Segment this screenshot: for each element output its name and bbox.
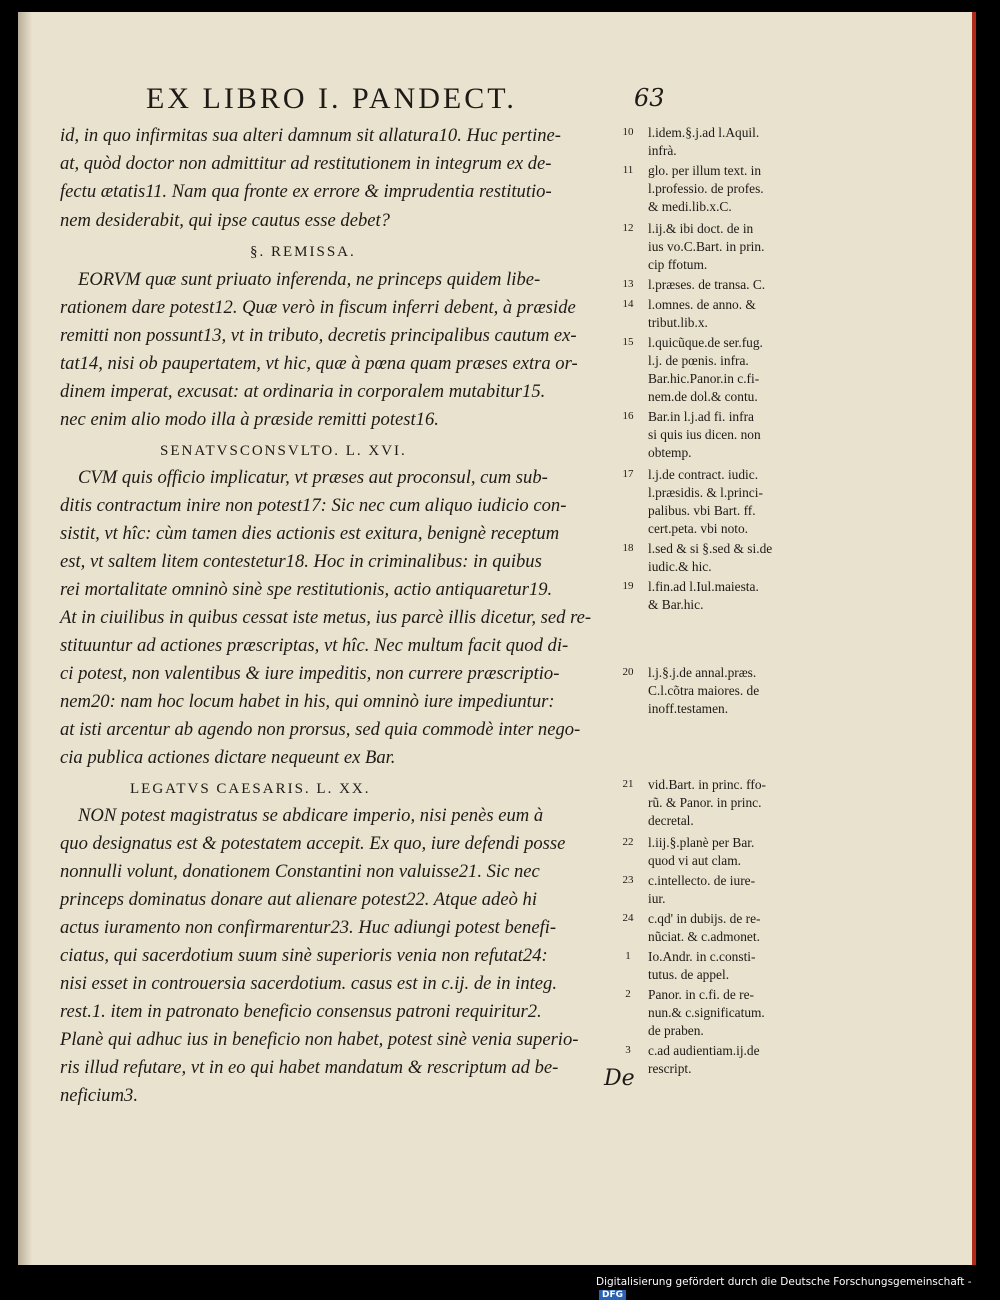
note-number: 16 xyxy=(622,410,634,422)
running-title: EX LIBRO I. PANDECT. xyxy=(146,82,517,115)
note-text: l.præsidis. & l.princi- xyxy=(648,485,763,500)
note-text: l.quicũque.de ser.fug. xyxy=(648,335,763,350)
text-line: tat14, nisi ob paupertatem, vt hic, quæ à pœna quam præses extra or- xyxy=(60,353,578,374)
note-text: c.qd' in dubijs. de re- xyxy=(648,911,761,926)
note-text: nem.de dol.& contu. xyxy=(648,389,758,404)
note-text: l.j.§.j.de annal.præs. xyxy=(648,665,757,680)
text-line: fectu ætatis11. Nam qua fronte ex errore & imprudentia restitutio- xyxy=(60,181,552,202)
text-line: dinem imperat, excusat: at ordinaria in corporalem mutabitur15. xyxy=(60,381,546,402)
note-text: iudic.& hic. xyxy=(648,559,712,574)
note-text: & medi.lib.x.C. xyxy=(648,199,732,214)
text-line: EORVM quæ sunt priuato inferenda, ne princeps quidem libe- xyxy=(78,269,541,290)
note-number: 2 xyxy=(625,988,631,1000)
text-line: stituuntur ad actiones præscriptas, vt hîc. Nec multum facit quod di- xyxy=(60,635,569,656)
note-text: decretal. xyxy=(648,813,694,828)
text-line: nisi esset in controuersia sacerdotium. casus est in c.ij. de in integ. xyxy=(60,973,557,994)
text-line: at isti arcentur ab agendo non prorsus, sed quia commodè inter nego- xyxy=(60,719,581,740)
note-text: Bar.in l.j.ad fi. infra xyxy=(648,409,754,424)
note-text: glo. per illum text. in xyxy=(648,163,762,178)
note-text: Io.Andr. in c.consti- xyxy=(648,949,756,964)
note-number: 3 xyxy=(625,1044,631,1056)
note-number: 13 xyxy=(622,278,634,290)
section-heading: LEGATVS CAESARIS. L. XX. xyxy=(130,781,371,797)
note-text: l.omnes. de anno. & xyxy=(648,297,756,312)
note-text: vid.Bart. in princ. ffo- xyxy=(648,777,767,792)
text-line: Planè qui adhuc ius in beneficio non habet, potest sinè venia superio- xyxy=(60,1029,579,1050)
note-text: c.ad audientiam.ij.de xyxy=(648,1043,760,1058)
note-text: l.præses. de transa. C. xyxy=(648,277,766,292)
text-line: nem20: nam hoc locum habet in his, qui omninò iure impediuntur: xyxy=(60,691,555,712)
note-number: 17 xyxy=(622,468,634,480)
note-number: 10 xyxy=(622,126,634,138)
note-text: l.iij.§.planè per Bar. xyxy=(648,835,755,850)
note-text: Panor. in c.fi. de re- xyxy=(648,987,754,1002)
note-text: rescript. xyxy=(648,1061,692,1076)
note-text: cip ffotum. xyxy=(648,257,708,272)
note-number: 19 xyxy=(622,580,634,592)
note-text: tribut.lib.x. xyxy=(648,315,708,330)
text-line: ris illud refutare, vt in eo qui habet mandatum & rescriptum ad be- xyxy=(60,1057,559,1078)
note-text: c.intellecto. de iure- xyxy=(648,873,756,888)
note-text: l.j.de contract. iudic. xyxy=(648,467,759,482)
note-number: 14 xyxy=(622,298,634,310)
text-line: CVM quis officio implicatur, vt præses aut proconsul, cum sub- xyxy=(78,467,548,488)
text-line: quo designatus est & potestatem accepit. Ex quo, iure defendi posse xyxy=(60,833,566,854)
text-line: At in ciuilibus in quibus cessat iste metus, ius parcè illis dicetur, sed re- xyxy=(60,607,592,628)
text-line: cia publica actiones dictare nequeunt ex Bar. xyxy=(60,747,396,768)
note-number: 11 xyxy=(622,164,634,176)
text-line: nonnulli volunt, donationem Constantini non valuisse21. Sic nec xyxy=(60,861,540,882)
note-text: iur. xyxy=(648,891,666,906)
text-line: rest.1. item in patronato beneficio consensus patroni requiritur2. xyxy=(60,1001,542,1022)
note-text: nũciat. & c.admonet. xyxy=(648,929,760,944)
text-line: ci potest, non valentibus & iure impeditis, non currere præscriptio- xyxy=(60,663,560,684)
note-text: tutus. de appel. xyxy=(648,967,730,982)
note-text: quod vi aut clam. xyxy=(648,853,741,868)
folio-number: 63 xyxy=(634,84,665,112)
note-text: rũ. & Panor. in princ. xyxy=(648,795,762,810)
text-line: rei mortalitate omninò sinè spe restitutionis, actio antiquaretur19. xyxy=(60,579,553,600)
note-text: l.professio. de profes. xyxy=(648,181,764,196)
note-text: infrà. xyxy=(648,143,677,158)
section-heading: §. REMISSA. xyxy=(250,244,356,260)
text-line: ditis contractum inire non potest17: Sic nec cum aliquo iudicio con- xyxy=(60,495,567,516)
text-line: rationem dare potest12. Quæ verò in fiscum inferri debent, à præside xyxy=(60,297,576,318)
text-line: princeps dominatus donare aut alienare potest22. Atque adeò hi xyxy=(60,889,538,910)
text-line: est, vt saltem litem contestetur18. Hoc in criminalibus: in quibus xyxy=(60,551,542,572)
note-number: 24 xyxy=(622,912,634,924)
note-text: l.fin.ad l.Iul.maiesta. xyxy=(648,579,759,594)
section-heading: SENATVSCONSVLTO. L. XVI. xyxy=(160,443,407,459)
text-line: at, quòd doctor non admittitur ad restitutionem in integrum ex de- xyxy=(60,153,552,174)
note-text: l.idem.§.j.ad l.Aquil. xyxy=(648,125,760,140)
note-text: obtemp. xyxy=(648,445,692,460)
note-text: l.ij.& ibi doct. de in xyxy=(648,221,754,236)
text-line: nem desiderabit, qui ipse cautus esse debet? xyxy=(60,210,390,231)
note-text: nun.& c.significatum. xyxy=(648,1005,765,1020)
note-text: Bar.hic.Panor.in c.fi- xyxy=(648,371,760,386)
note-text: inoff.testamen. xyxy=(648,701,729,716)
note-number: 23 xyxy=(622,874,634,886)
credit-text: Digitalisierung gefördert durch die Deutsche Forschungsgemeinschaft - xyxy=(596,1276,972,1288)
text-line: nec enim alio modo illa à præside remitti potest16. xyxy=(60,409,439,430)
text-line: NON potest magistratus se abdicare imperio, nisi penès eum à xyxy=(78,805,544,826)
catchword: De xyxy=(604,1066,635,1091)
text-line: ciatus, qui sacerdotium suum sinè superioris venia non refutat24: xyxy=(60,945,548,966)
text-line: remitti non possunt13, vt in tributo, decretis principalibus cautum ex- xyxy=(60,325,577,346)
note-text: de praben. xyxy=(648,1023,704,1038)
note-text: l.sed & si §.sed & si.de xyxy=(648,541,773,556)
book-page xyxy=(18,12,976,1265)
dfg-logo: DFG xyxy=(599,1290,626,1300)
text-line: sistit, vt hîc: cùm tamen dies actionis est exitura, benignè receptum xyxy=(60,523,560,544)
text-line: id, in quo infirmitas sua alteri damnum sit allatura10. Huc pertine- xyxy=(60,125,561,146)
note-number: 15 xyxy=(622,336,634,348)
note-text: cert.peta. vbi noto. xyxy=(648,521,749,536)
note-text: palibus. vbi Bart. ff. xyxy=(648,503,756,518)
note-number: 1 xyxy=(625,950,631,962)
digitization-credit xyxy=(596,1276,1000,1300)
note-number: 20 xyxy=(622,666,634,678)
note-text: C.l.cõtra maiores. de xyxy=(648,683,760,698)
text-line: actus iuramento non confirmarentur23. Huc adiungi potest benefi- xyxy=(60,917,557,938)
note-number: 18 xyxy=(622,542,634,554)
note-text: si quis ius dicen. non xyxy=(648,427,761,442)
note-number: 22 xyxy=(622,836,634,848)
note-text: ius vo.C.Bart. in prin. xyxy=(648,239,765,254)
note-text: l.j. de pœnis. infra. xyxy=(648,353,749,368)
note-number: 21 xyxy=(622,778,634,790)
note-number: 12 xyxy=(622,222,634,234)
text-line: neficium3. xyxy=(60,1085,138,1106)
note-text: & Bar.hic. xyxy=(648,597,704,612)
